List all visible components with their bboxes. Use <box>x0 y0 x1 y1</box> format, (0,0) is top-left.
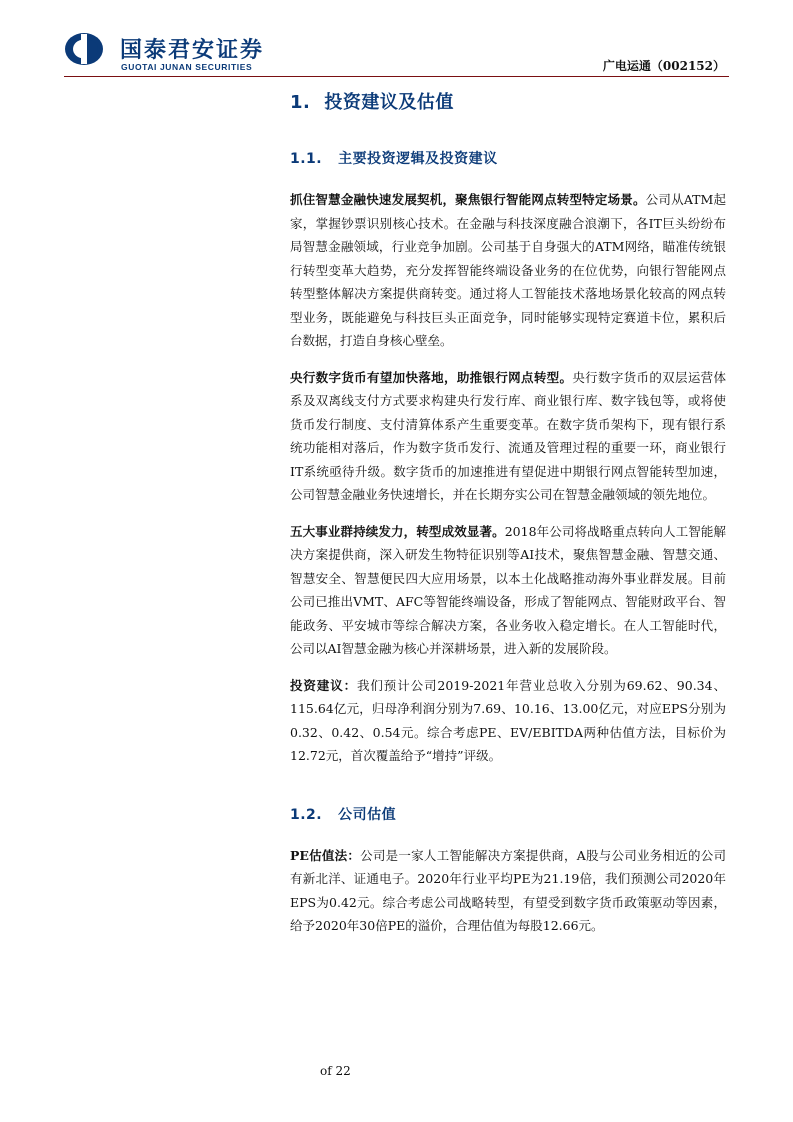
paragraph-digital-currency <box>290 366 726 507</box>
paragraph-lead: 投资建议： <box>290 677 357 693</box>
paragraph-investment-advice <box>290 674 726 768</box>
section-title: 公司估值 <box>338 806 397 823</box>
section-title: 主要投资逻辑及投资建议 <box>338 151 498 167</box>
section-heading-1 <box>290 88 726 114</box>
guotai-junan-logo-icon <box>64 32 110 66</box>
section-heading-1-1 <box>290 148 726 168</box>
paragraph-smart-finance <box>290 188 726 353</box>
logo-chinese-name: 国泰君安证券 <box>120 38 265 63</box>
section-number: 1.2. <box>290 806 323 823</box>
paragraph-body: 央行数字货币的双层运营体系及双离线支付方式要求构建央行发行库、商业银行库、数字钱包等，或将使货币发行制度、支付清算体系产生重要变革。在数字货币架构下，现有银行系统功能相对落后，作为数字货币发行、流通及管理过程的重要一环，商业银行IT系统亟待升级。数字货币的加速推进有望促进中期银行网点智能转型加速，公司智慧金融业务快速增长，并在长期夯实公司在智慧金融领域的领先地位。 <box>290 369 726 502</box>
company-ticker: 广电运通（002152） <box>602 59 725 73</box>
paragraph-business-groups <box>290 520 726 661</box>
section-number: 1. <box>290 92 311 113</box>
paragraph-body: 我们预计公司2019-2021年营业总收入分别为69.62、90.34、115.64亿元，归母净利润分别为7.69、10.16、13.00亿元，对应EPS分别为0.32、0.42、0.54元。综合考虑PE、EV/EBITDA两种估值方法，目标价为12.72元，首次覆盖给予“增持”评级。 <box>290 677 726 763</box>
page-header <box>0 0 793 80</box>
section-heading-1-2 <box>290 804 726 824</box>
paragraph-body: 公司是一家人工智能解决方案提供商，A股与公司业务相近的公司有新北洋、证通电子。2020年行业平均PE为21.19倍，我们预测公司2020年EPS为0.42元。综合考虑公司战略转型，有望受到数字货币政策驱动等因素，给予2020年30倍PE的溢价，合理估值为每股12.66元。 <box>290 847 726 933</box>
report-body <box>290 85 726 938</box>
header-rule <box>64 76 729 77</box>
paragraph-lead: 抓住智慧金融快速发展契机，聚焦银行智能网点转型特定场景。 <box>290 192 646 207</box>
paragraph-lead: PE估值法： <box>290 847 361 863</box>
paragraph-lead: 五大事业群持续发力，转型成效显著。 <box>290 523 505 539</box>
section-number: 1.1. <box>290 151 323 167</box>
paragraph-pe-valuation <box>290 844 726 938</box>
logo-english-name: GUOTAI JUNAN SECURITIES <box>121 62 253 72</box>
page-number: of 22 <box>320 1064 351 1078</box>
paragraph-lead: 央行数字货币有望加快落地，助推银行网点转型。 <box>290 369 573 385</box>
paragraph-body: 2018年公司将战略重点转向人工智能解决方案提供商，深入研发生物特征识别等AI技术，聚焦智慧金融、智慧交通、智慧安全、智慧便民四大应用场景，以本土化战略推动海外事业群发展。目前公司已推出VMT、AFC等智能终端设备，形成了智能网点、智能财政平台、智能政务、平安城市等综合解决方案，各业务收入稳定增长。在人工智能时代，公司以AI智慧金融为核心并深耕场景，进入新的发展阶段。 <box>290 523 726 656</box>
section-title: 投资建议及估值 <box>324 92 454 113</box>
paragraph-body: 公司从ATM起家，掌握钞票识别核心技术。在金融与科技深度融合浪潮下，各IT巨头纷纷布局智慧金融领域，行业竞争加剧。公司基于自身强大的ATM网络，瞄准传统银行转型变革大趋势，充分发挥智能终端设备业务的在位优势，向银行智能网点转型整体解决方案提供商转变。通过将人工智能技术落地场景化较高的网点转型业务，既能避免与科技巨头正面竞争，同时能够实现特定赛道卡位，累积后台数据，打造自身核心壁垒。 <box>290 192 726 348</box>
